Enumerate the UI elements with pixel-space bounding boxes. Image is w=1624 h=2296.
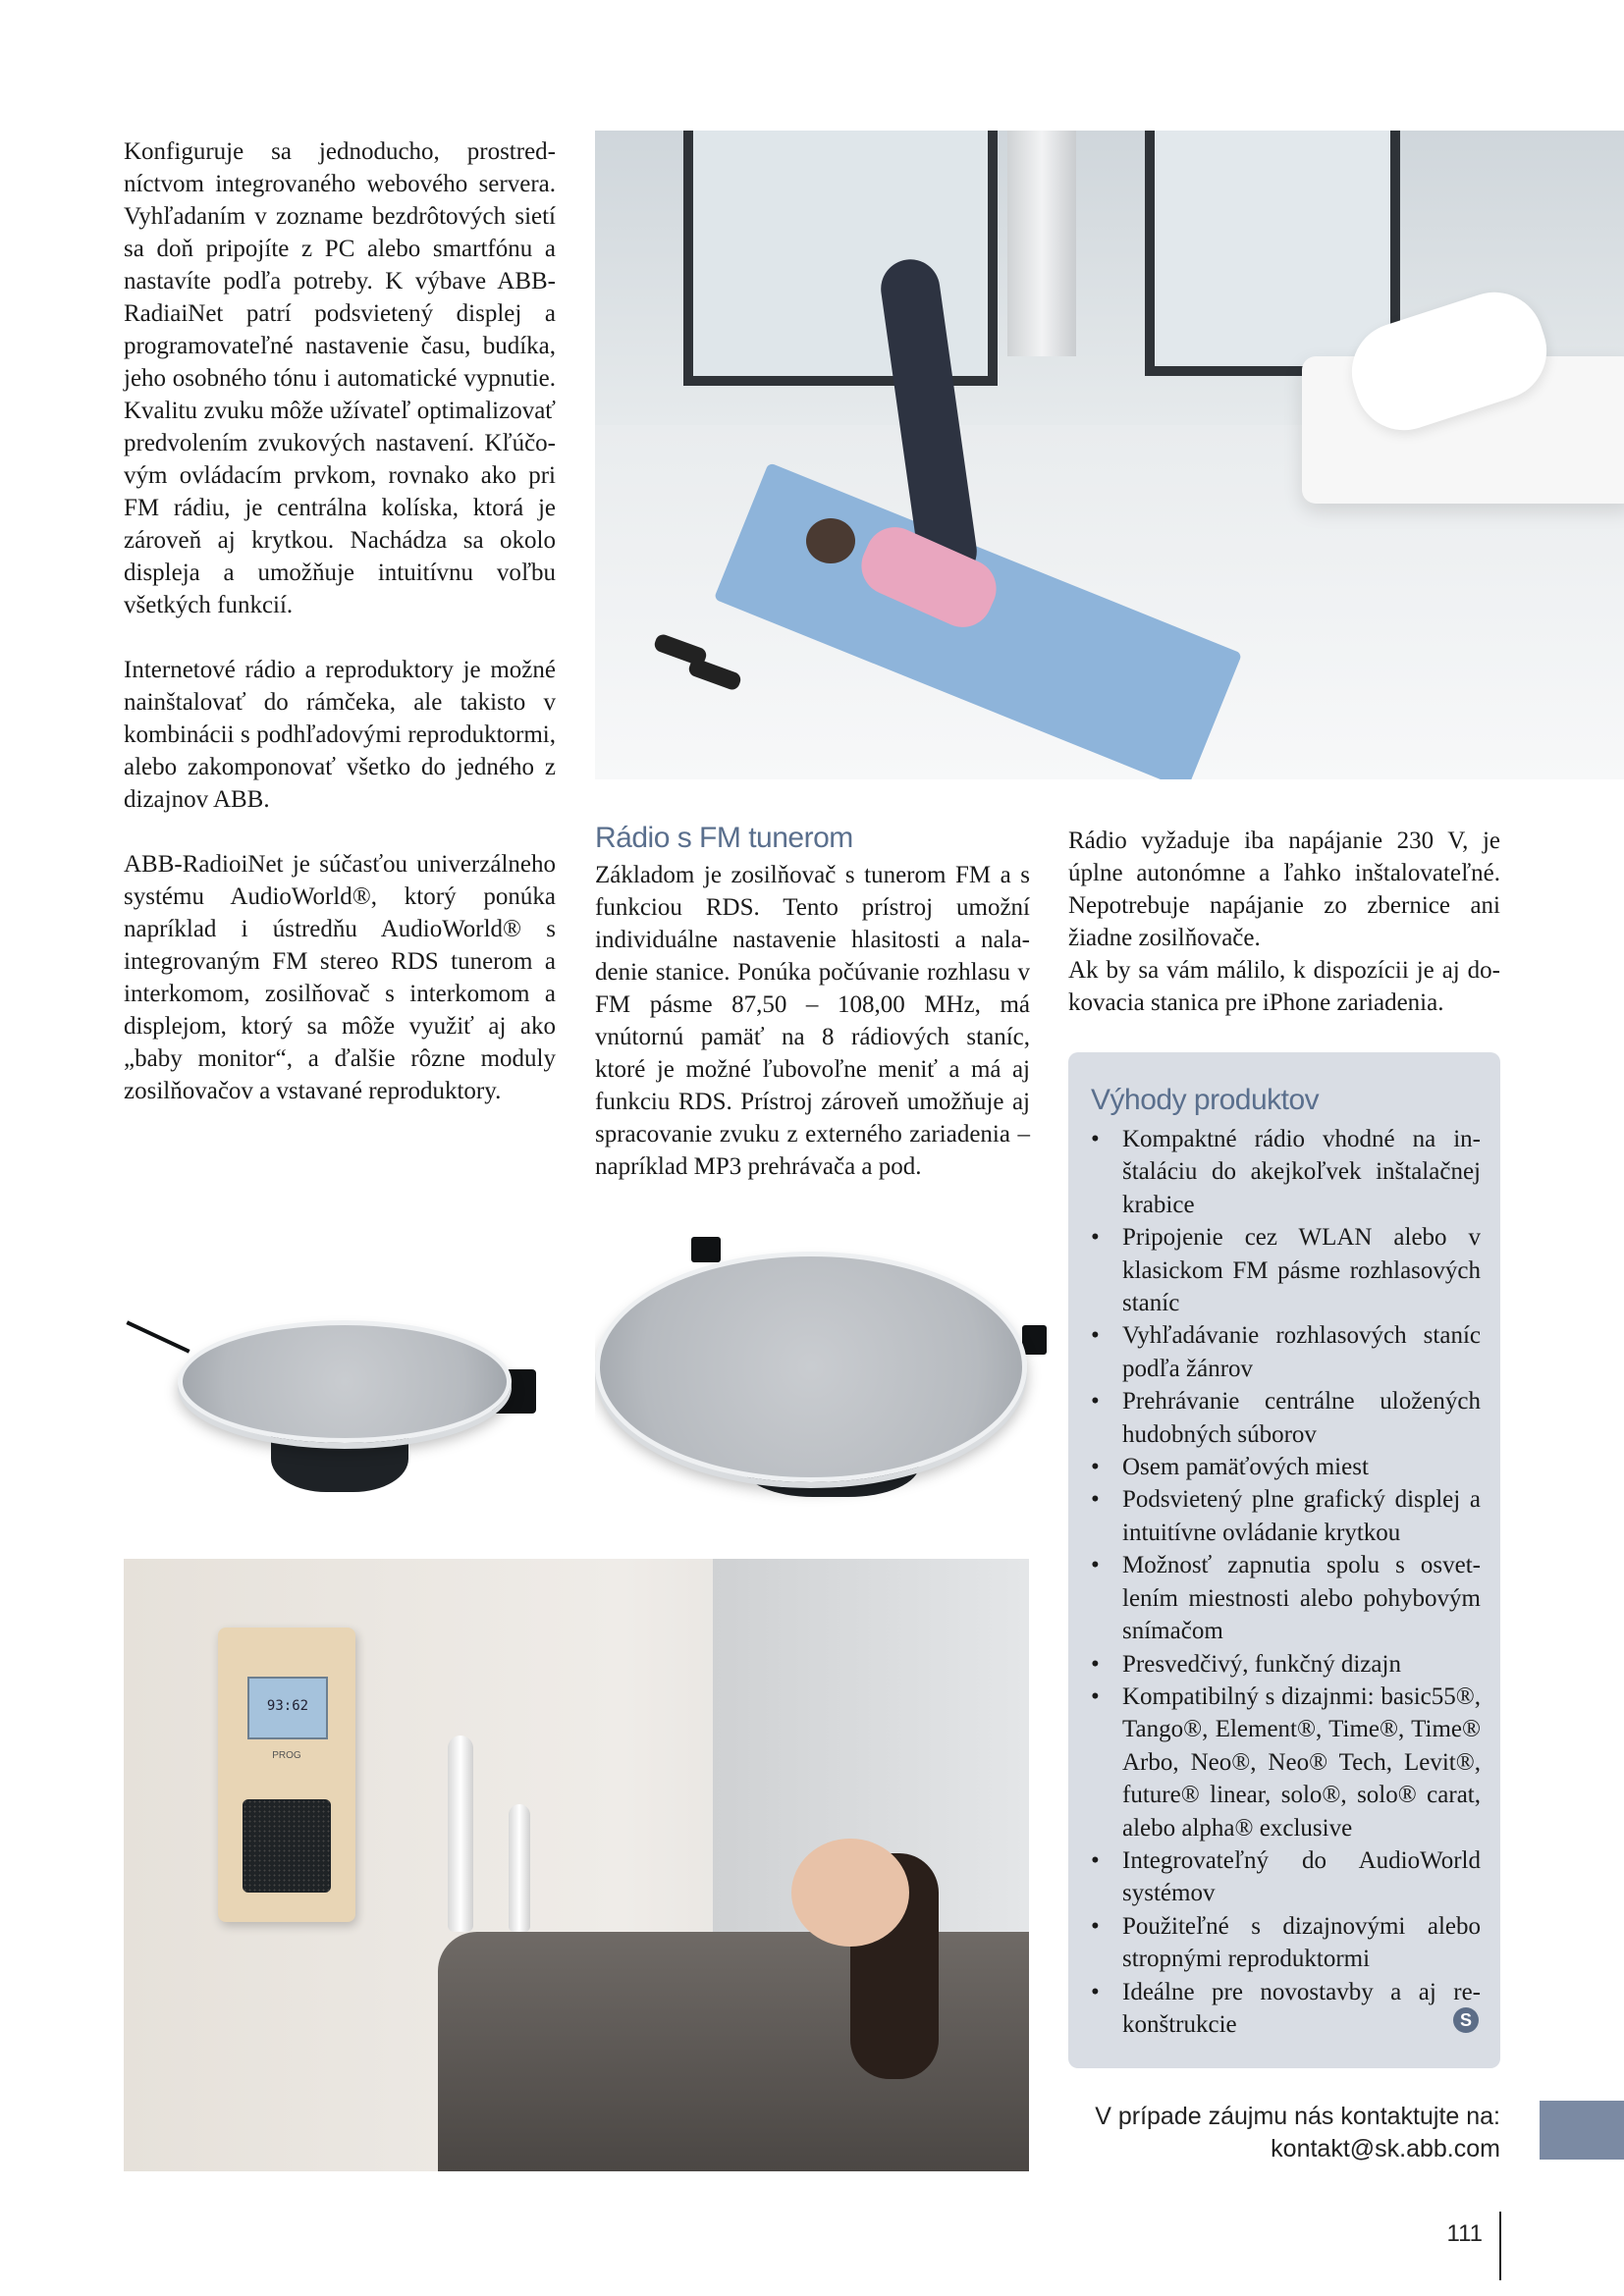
paragraph-installation: Internetové rádio a reproduktory je možné nainštalovať do rámčeka, ale takisto v kombinácii s podhľadovými reproduktormi, alebo zakomponovať všetko do jedného z dizajnov ABB.	[124, 657, 556, 813]
list-item: • Osem pamäťových miest	[1091, 1451, 1481, 1483]
column-left	[124, 135, 556, 1140]
benefits-heading: Výhody produktov	[1091, 1084, 1320, 1116]
list-item: • Použiteľné s dizajnovými alebo stropnými reproduktormi	[1091, 1910, 1481, 1976]
radio-device-frame	[218, 1628, 355, 1922]
list-item: • Možnosť zapnutia spolu s osvetlením miestnosti alebo pohybovým snímačom	[1091, 1549, 1481, 1647]
list-item: • Pripojenie cez WLAN alebo v klasickom FM pásme rozhlasových staníc	[1091, 1221, 1481, 1319]
radio-display: 93:62	[247, 1677, 328, 1739]
list-item: • Vyhľadávanie rozhlasových staníc podľa žánrov	[1091, 1319, 1481, 1385]
bullet-icon: •	[1091, 1454, 1100, 1481]
column-right	[1068, 825, 1500, 1019]
paragraph-power: Rádio vyžaduje iba napájanie 230 V, je úplne autonómne a ľahko inštalovateľné. Nepotrebuje napájanie zo zbernice ani žiadne zosilňovače.	[1068, 828, 1500, 951]
bathroom-radio-photo	[124, 1559, 1029, 2171]
list-item: • Kompaktné rádio vhodné na inštaláciu do akejkoľvek inštalačnej krabice	[1091, 1123, 1481, 1221]
paragraph-fm-radio: Základom je zosilňovač s tunerom FM a s funkciou RDS. Tento prístroj umožní individuálne nastavenie hlasitosti a naladenie stanice. Ponúka počúvanie rozhlasu v FM pásme 87,50 – 108,00 MHz, má vnútornú pamäť na 8 rádiových staníc, ktoré je možné ľubovoľne meniť a má aj funkciu RDS. Prístroj zároveň umožňuje aj spracovanie zvuku z externého zariadenia – napríklad MP3 prehrávača a pod.	[595, 862, 1030, 1180]
bullet-icon: •	[1091, 1650, 1100, 1678]
paragraph-dock: Ak by sa vám málilo, k dispozícii je aj dokovacia stanica pre iPhone zariadenia.	[1068, 957, 1500, 1016]
bullet-icon: •	[1091, 1978, 1100, 2005]
list-item: • Podsvietený plne grafický displej a intuitívne ovládanie krytkou	[1091, 1483, 1481, 1549]
list-item: • Prehrávanie centrálne uložených hudobných súborov	[1091, 1385, 1481, 1451]
contact-email-link[interactable]: kontakt@sk.abb.com	[1271, 2135, 1500, 2163]
column-middle	[595, 820, 1030, 1183]
speaker-grill	[243, 1799, 331, 1893]
bullet-icon: •	[1091, 1912, 1100, 1940]
bullet-icon: •	[1091, 1682, 1100, 1710]
list-item: • Presvedčivý, funkčný dizajn	[1091, 1648, 1481, 1681]
bullet-icon: •	[1091, 1126, 1100, 1152]
paragraph-configuration: Konfiguruje sa jednoducho, prostredníctvom integrovaného webového servera. Vyhľadaním v zozname bezdrôtových sietí sa doň pripojíte z PC alebo smartfónu a nastavíte podľa potreby. K výbave ABB-RadiaiNet patrí podsvietený displej a programovateľné nastavenie času, budíka, jeho osobného tónu i automatické vypnutie. Kvalitu zvuku môže užívateľ optimalizovať predvolením zvukových nastavení. Kľúčovým ovládacím prvkom, rovnako ako pri FM rádiu, je centrálna kolíska, ktorá je zároveň aj krytkou. Nachádza sa okolo displeja a umožňuje intuitívnu voľbu všetkých funkcií.	[124, 138, 556, 618]
s-badge-icon: S	[1453, 2007, 1479, 2033]
bullet-icon: •	[1091, 1486, 1100, 1514]
paragraph-audioworld: ABB-RadioiNet je súčasťou univerzálneho systému AudioWorld®, ktorý ponúka napríklad i ústredňu AudioWorld® s integrovaným FM stereo RDS tunerom a interkomom, zosilňovač s interkomom a displejom, ktorý sa môže využiť aj ako „baby monitor“, a ďalšie rôzne moduly zosilňovačov a vstavané reproduktory.	[124, 851, 556, 1104]
list-item: • Ideálne pre novostavby a aj rekonštrukcie	[1091, 1976, 1481, 2042]
ceiling-speaker-small-photo	[124, 1291, 566, 1502]
list-item: • Integrovateľný do AudioWorld systémov	[1091, 1844, 1481, 1910]
yoga-photo	[595, 131, 1624, 779]
bullet-icon: •	[1091, 1388, 1100, 1415]
product-benefits-box	[1068, 1052, 1500, 2068]
bullet-icon: •	[1091, 1224, 1100, 1252]
contact-info	[1080, 2101, 1500, 2165]
bullet-icon: •	[1091, 1322, 1100, 1350]
page-number-divider	[1499, 2212, 1501, 2280]
contact-line: V prípade záujmu nás kontaktujte na:	[1095, 2103, 1500, 2130]
page-number: 111	[1446, 2220, 1483, 2247]
radio-prog-label: PROG	[272, 1750, 301, 1761]
bullet-icon: •	[1091, 1552, 1100, 1579]
list-item: • Kompatibilný s dizajnmi: basic55®, Tango®, Element®, Time®, Time® Arbo, Neo®, Neo® Tech, Levit®, future® linear, solo®, solo® carat, alebo alpha® exclusive	[1091, 1681, 1481, 1844]
benefits-list	[1091, 1123, 1481, 2041]
section-tab-marker	[1540, 2101, 1624, 2160]
bullet-icon: •	[1091, 1846, 1100, 1874]
ceiling-speaker-large-photo	[595, 1232, 1047, 1512]
section-heading-fm-radio: Rádio s FM tunerom	[595, 822, 853, 854]
